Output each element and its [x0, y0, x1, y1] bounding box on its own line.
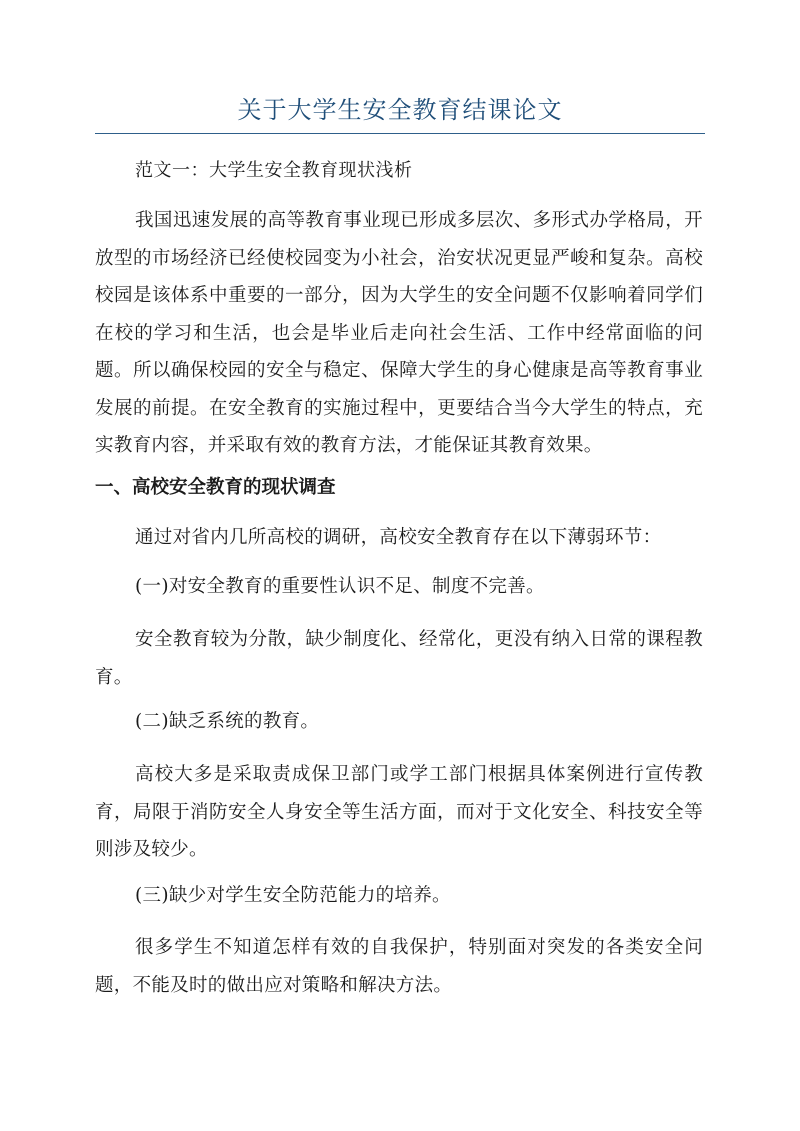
point-1-heading: (一)对安全教育的重要性认识不足、制度不完善。 [135, 576, 545, 597]
point-2-body: 高校大多是采取责成保卫部门或学工部门根据具体案例进行宣传教育，局限于消防安全人身安全等生活方面，而对于文化安全、科技安全等则涉及较少。 [95, 764, 703, 860]
section-heading: 一、高校安全教育的现状调查 [95, 477, 336, 498]
page-title: 关于大学生安全教育结课论文 [237, 96, 563, 124]
point-3-heading: (三)缺少对学生安全防范能力的培养。 [135, 885, 451, 906]
point-3-body: 很多学生不知道怎样有效的自我保护，特别面对突发的各类安全问题，不能及时的做出应对策略和解决方法。 [95, 937, 703, 996]
intro-paragraph: 我国迅速发展的高等教育事业现已形成多层次、多形式办学格局，开放型的市场经济已经使校园变为小社会，治安状况更显严峻和复杂。高校校园是该体系中重要的一部分，因为大学生的安全问题不仅影响着同学们在校的学习和生活，也会是毕业后走向社会生活、工作中经常面临的问题。所以确保校园的安全与稳定、保障大学生的身心健康是高等教育事业发展的前提。在安全教育的实施过程中，更要结合当今大学生的特点，充实教育内容，并采取有效的教育方法，才能保证其教育效果。 [95, 210, 703, 456]
sample-subtitle: 范文一：大学生安全教育现状浅析 [135, 160, 413, 181]
title-underline-divider [95, 133, 705, 134]
point-1-body: 安全教育较为分散，缺少制度化、经常化，更没有纳入日常的课程教育。 [95, 629, 703, 688]
point-2-heading: (二)缺乏系统的教育。 [135, 711, 320, 732]
survey-intro-line: 通过对省内几所高校的调研，高校安全教育存在以下薄弱环节： [135, 527, 662, 548]
